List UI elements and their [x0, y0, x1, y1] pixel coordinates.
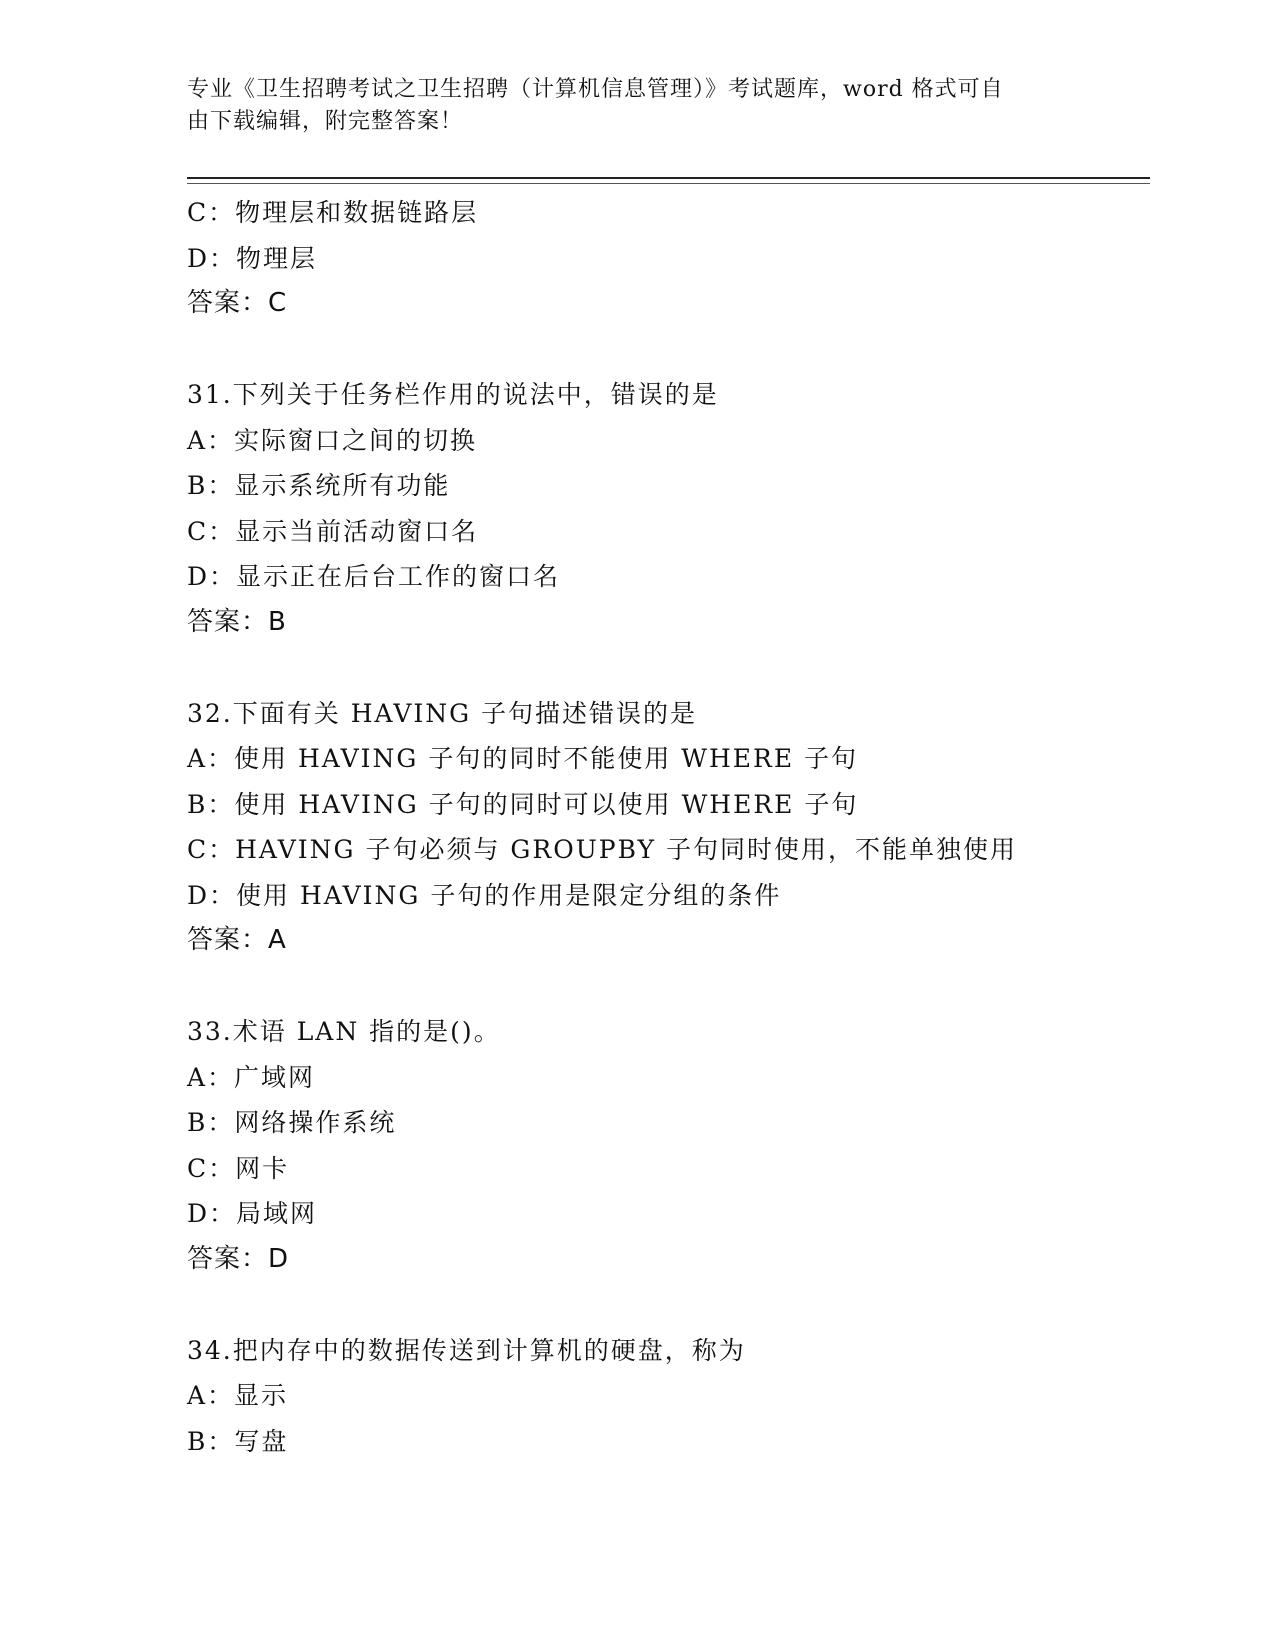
question-stem: 33.术语 LAN 指的是()。	[187, 1017, 501, 1046]
spacer	[187, 327, 1147, 373]
header-divider-thin	[187, 183, 1150, 184]
option-c: C：显示当前活动窗口名	[187, 516, 479, 546]
question-30-continuation	[187, 190, 1147, 327]
option-d: D：物理层	[187, 243, 318, 273]
option-a: A：使用 HAVING 子句的同时不能使用 WHERE 子句	[187, 744, 859, 773]
answer-line: 答案：D	[187, 1243, 290, 1274]
option-a: A：实际窗口之间的切换	[187, 425, 478, 455]
question-list	[187, 190, 1147, 1464]
option-a: A：广域网	[187, 1062, 316, 1092]
option-c: C：HAVING 子句必须与 GROUPBY 子句同时使用，不能单独使用	[187, 835, 1017, 864]
option-d: D：显示正在后台工作的窗口名	[187, 562, 561, 591]
option-c: C：物理层和数据链路层	[187, 198, 479, 227]
spacer	[187, 1282, 1147, 1328]
header-line-2: 由下载编辑，附完整答案！	[187, 109, 464, 134]
option-c: C：网卡	[187, 1153, 290, 1183]
option-d: D：局域网	[187, 1199, 318, 1228]
spacer	[187, 645, 1147, 691]
option-b: B：显示系统所有功能	[187, 471, 451, 500]
header-divider-thick	[187, 177, 1150, 179]
question-stem: 32.下面有关 HAVING 子句描述错误的是	[187, 698, 698, 728]
question-31	[187, 372, 1147, 645]
question-stem: 31.下列关于任务栏作用的说法中，错误的是	[187, 380, 719, 409]
option-d: D：使用 HAVING 子句的作用是限定分组的条件	[187, 880, 782, 910]
header-line-1: 专业《卫生招聘考试之卫生招聘（计算机信息管理）》考试题库，word 格式可自	[187, 77, 1004, 102]
answer-line: 答案：C	[187, 288, 288, 318]
question-33	[187, 1009, 1147, 1282]
option-b: B：使用 HAVING 子句的同时可以使用 WHERE 子句	[187, 789, 859, 819]
question-stem: 34.把内存中的数据传送到计算机的硬盘，称为	[187, 1335, 746, 1365]
option-a: A：显示	[187, 1381, 289, 1410]
spacer	[187, 964, 1147, 1010]
option-b: B：写盘	[187, 1426, 289, 1456]
question-32	[187, 691, 1147, 964]
question-34	[187, 1328, 1147, 1465]
option-b: B：网络操作系统	[187, 1108, 397, 1137]
document-header	[187, 74, 1067, 138]
answer-line: 答案：A	[187, 925, 287, 955]
answer-line: 答案：B	[187, 606, 287, 637]
